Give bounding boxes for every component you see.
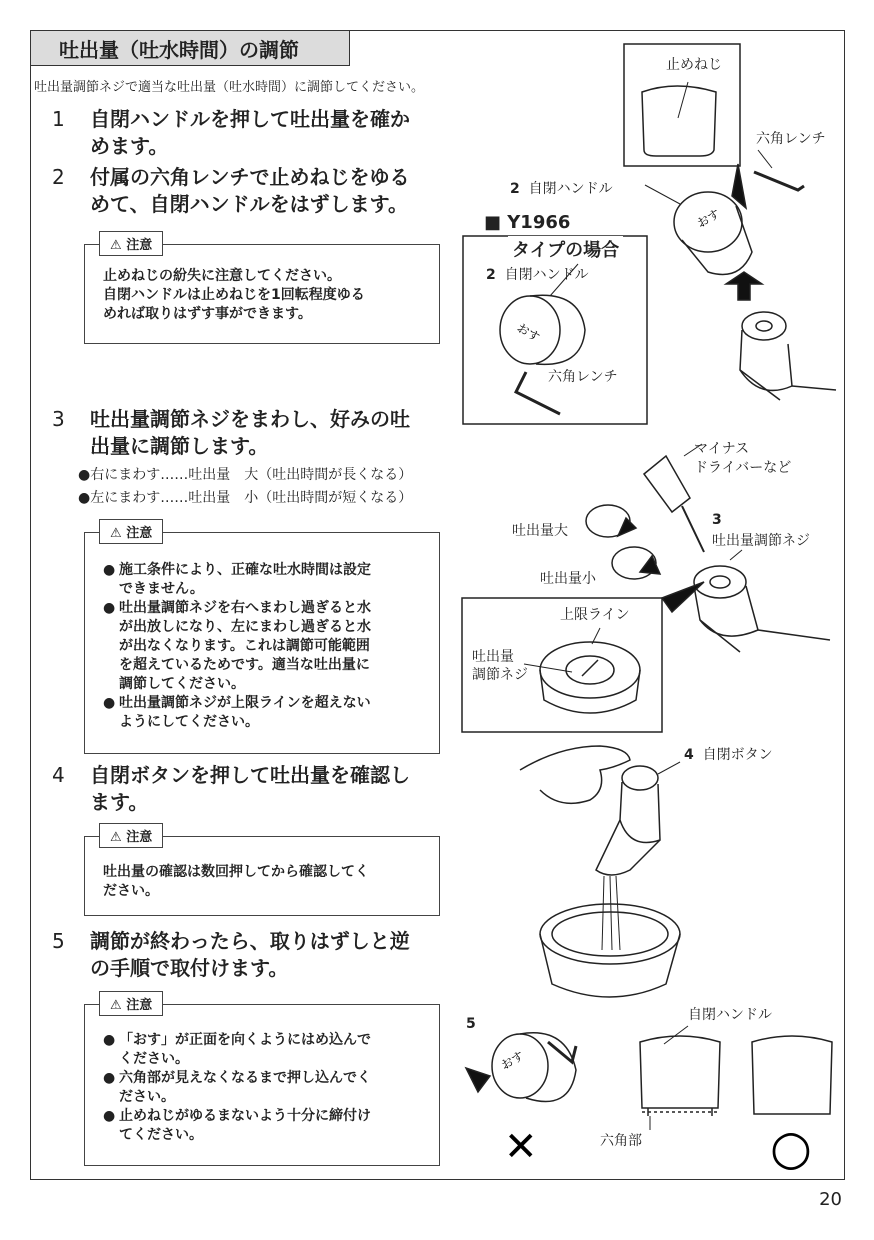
handle-top-shape	[642, 86, 716, 156]
caution-item: ● 吐出量調節ネジが上限ラインを超えない ようにしてください。	[103, 694, 425, 732]
handle-wrong-drawing	[640, 1026, 720, 1130]
step5-num: 5	[466, 1016, 476, 1032]
caution-item: ● 止めねじがゆるまないよう十分に締付け てください。	[103, 1107, 425, 1145]
step3-bullet-left: ●左にまわす……吐出量 小（吐出時間が短くなる）	[78, 490, 413, 506]
step-number: 1	[52, 107, 65, 131]
intro-text: 吐出量調節ネジで適当な吐出量（吐水時間）に調節してください。	[34, 80, 425, 95]
warning-triangle-icon: ⚠	[110, 526, 122, 541]
caution-line: 六角部が見えなくなるまで押し込んでく	[119, 1070, 371, 1086]
handle-num: 2	[486, 267, 496, 283]
handle-label-step5: 自閉ハンドル	[688, 1007, 772, 1023]
caution-line: 調節してください。	[119, 676, 245, 692]
upper-line-label: 上限ライン	[560, 607, 630, 623]
step-text-line2: ます。	[90, 790, 149, 814]
step-text-line2: めます。	[90, 134, 169, 158]
section-title: 吐出量（吐水時間）の調節	[30, 30, 350, 66]
step-text-line1: 吐出量調節ネジをまわし、好みの吐	[90, 407, 410, 431]
adjust-screw-label-a: 吐出量	[472, 649, 514, 665]
hex-wrench-icon	[754, 172, 804, 190]
caution-line: 吐出量の確認は数回押してから確認してく	[103, 864, 369, 880]
caution-label: 注意	[126, 238, 153, 253]
step3-bullet-right: ●右にまわす……吐出量 大（吐出時間が長くなる）	[78, 467, 413, 483]
hex-wrench-label: 六角レンチ	[548, 369, 618, 385]
handle-right-drawing	[752, 1036, 832, 1114]
caution-line: てください。	[119, 1127, 203, 1143]
osu-text: おす	[694, 206, 723, 231]
caution-label: 注意	[126, 830, 153, 845]
caution-line: 施工条件により、正確な吐水時間は設定	[119, 562, 371, 578]
osu-text: おす	[514, 320, 543, 345]
caution-line: 吐出量調節ネジが上限ラインを超えない	[119, 695, 371, 711]
page-number: 20	[819, 1189, 842, 1210]
caution-line: 自閉ハンドルは止めねじを1回転程度ゆる	[103, 287, 365, 303]
caution-item: ● 「おす」が正面を向くようにはめ込んで ください。	[103, 1031, 425, 1069]
step-number: 3	[52, 407, 65, 431]
caution-item: ● 六角部が見えなくなるまで押し込んでく ださい。	[103, 1069, 425, 1107]
flow-small-label: 吐出量小	[540, 571, 596, 587]
faucet-top-drawing	[740, 312, 836, 400]
adjust-screw-num: 3	[712, 512, 722, 528]
inset-pointer-icon	[732, 164, 746, 208]
set-screw-label: 止めねじ	[666, 57, 722, 73]
warning-triangle-icon: ⚠	[110, 830, 122, 845]
rotate-ccw-icon	[612, 547, 660, 579]
step-number: 5	[52, 929, 65, 953]
hand-icon	[520, 746, 630, 803]
step-text-line2: めて、自閉ハンドルをはずします。	[90, 192, 408, 216]
caution-line: ください。	[119, 1051, 189, 1067]
button-num: 4	[684, 747, 694, 763]
caution-item: ● 吐出量調節ネジを右へまわし過ぎると水 が出放しになり、左にまわし過ぎると水 が出なくなります。これは調節可能範囲 を超えているためです。適当な吐出量に 調節してください。	[103, 599, 425, 694]
warning-triangle-icon: ⚠	[110, 238, 122, 253]
hex-wrench-icon	[548, 1042, 576, 1062]
step-text-line1: 自閉ボタンを押して吐出量を確認し	[90, 763, 410, 787]
handle-label-y1966	[486, 264, 589, 284]
caution-line: ようにしてください。	[119, 714, 259, 730]
caution-line: 止めねじがゆるまないよう十分に締付け	[119, 1108, 371, 1124]
caution-line: 「おす」が正面を向くようにはめ込んで	[119, 1032, 371, 1048]
caution-line: 止めねじの紛失に注意してください。	[103, 268, 341, 284]
step-number: 2	[52, 165, 65, 189]
caution-line: が出なくなります。これは調節可能範囲	[119, 638, 370, 654]
type-title-line1: ■ Y1966	[484, 212, 571, 233]
handle-label: 自閉ハンドル	[504, 267, 589, 283]
caution-line: 吐出量調節ネジを右へまわし過ぎると水	[119, 600, 371, 616]
hex-part-label: 六角部	[600, 1133, 642, 1149]
bowl-drawing	[540, 904, 680, 997]
caution-line: ださい。	[103, 883, 159, 899]
adjust-screw-label-b: 調節ネジ	[472, 667, 528, 683]
arrow-up-icon	[726, 272, 762, 300]
caution-label: 注意	[126, 998, 153, 1013]
warning-triangle-icon: ⚠	[110, 998, 122, 1013]
type-title-line2: タイプの場合	[508, 236, 623, 262]
handle-label-top	[510, 178, 613, 198]
caution-line: が出放しになり、左にまわし過ぎると水	[119, 619, 371, 635]
caution-item: ● 施工条件により、正確な吐水時間は設定 できません。	[103, 561, 425, 599]
caution-line: ださい。	[119, 1089, 175, 1105]
osu-text: おす	[498, 1048, 527, 1073]
adjust-screw-label: 吐出量調節ネジ	[712, 533, 810, 549]
faucet-adjust-drawing	[694, 550, 830, 652]
caution-line: できません。	[119, 581, 204, 597]
step-text-line1: 自閉ハンドルを押して吐出量を確か	[90, 107, 410, 131]
arrow-down-icon	[466, 1068, 490, 1092]
hex-wrench-label: 六角レンチ	[756, 131, 826, 147]
step-text-line1: 付属の六角レンチで止めねじをゆる	[90, 165, 410, 189]
step-text-line1: 調節が終わったら、取りはずしと逆	[90, 929, 410, 953]
wrong-mark-icon: ✕	[504, 1124, 538, 1170]
button-label	[684, 744, 773, 764]
screwdriver-label-1: マイナス	[694, 441, 750, 457]
handle-num: 2	[510, 181, 520, 197]
step-text-line2: 出量に調節します。	[90, 434, 269, 458]
adjust-screw-closeup	[524, 628, 640, 713]
caution-line: めれば取りはずす事ができます。	[103, 306, 312, 322]
flow-big-label: 吐出量大	[512, 523, 568, 539]
water-stream	[602, 876, 620, 950]
faucet-button-drawing	[596, 762, 680, 875]
step-text-line2: の手順で取付けます。	[90, 956, 289, 980]
handle-label: 自閉ハンドル	[528, 181, 613, 197]
caution-line: を超えているためです。適当な吐出量に	[119, 657, 370, 673]
correct-mark-icon: ○	[770, 1120, 812, 1176]
rotate-cw-icon	[586, 505, 636, 537]
step-number: 4	[52, 763, 65, 787]
screwdriver-label-2: ドライバーなど	[694, 460, 792, 476]
caution-label: 注意	[126, 526, 153, 541]
button-label-text: 自閉ボタン	[702, 747, 773, 763]
